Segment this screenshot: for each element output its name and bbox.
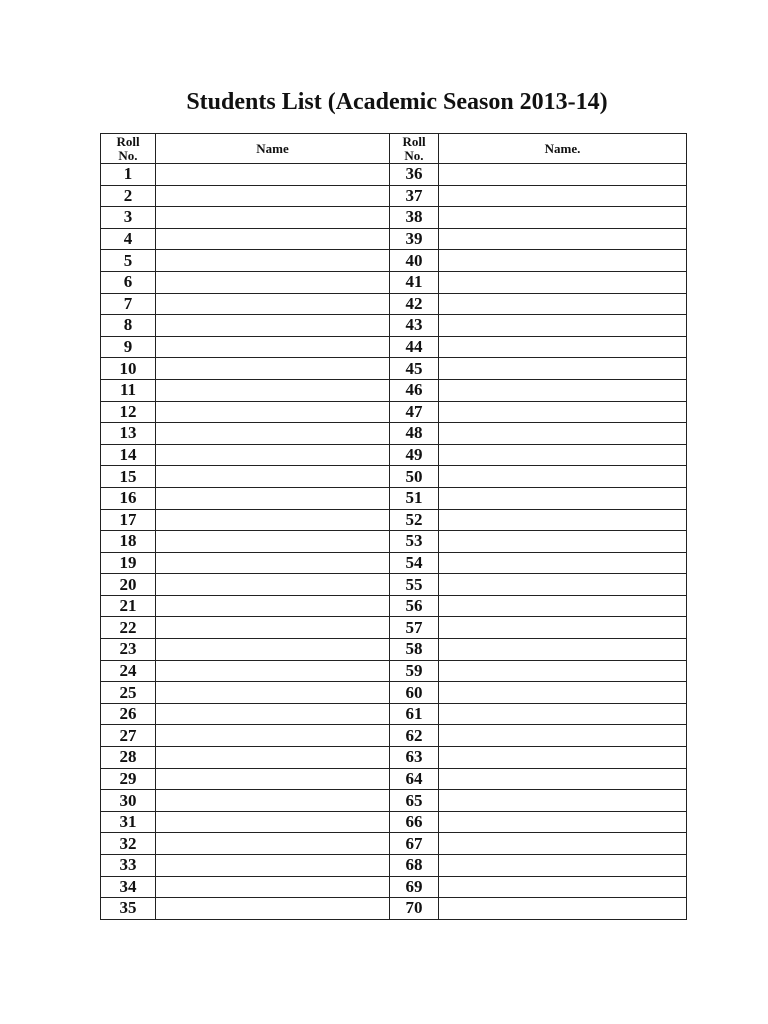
roll-number-left: 29 xyxy=(101,768,156,790)
name-cell-left[interactable] xyxy=(156,574,390,596)
name-header-left: Name xyxy=(156,134,390,164)
roll-number-left: 25 xyxy=(101,682,156,704)
name-cell-left[interactable] xyxy=(156,855,390,877)
roll-number-right: 61 xyxy=(390,703,439,725)
name-cell-right[interactable] xyxy=(439,811,687,833)
roll-number-right: 70 xyxy=(390,898,439,920)
roll-number-right: 42 xyxy=(390,293,439,315)
table-row xyxy=(101,876,687,898)
roll-number-left: 12 xyxy=(101,401,156,423)
roll-number-right: 53 xyxy=(390,531,439,553)
name-cell-left[interactable] xyxy=(156,228,390,250)
roll-no-header-right xyxy=(390,134,439,164)
name-cell-left[interactable] xyxy=(156,444,390,466)
name-cell-right[interactable] xyxy=(439,293,687,315)
roll-number-right: 38 xyxy=(390,207,439,229)
name-cell-left[interactable] xyxy=(156,811,390,833)
name-cell-right[interactable] xyxy=(439,660,687,682)
roll-number-left: 24 xyxy=(101,660,156,682)
roll-number-left: 32 xyxy=(101,833,156,855)
roll-number-left: 28 xyxy=(101,747,156,769)
roll-header-line2: No. xyxy=(118,147,138,163)
roll-number-left: 13 xyxy=(101,423,156,445)
roll-number-right: 56 xyxy=(390,595,439,617)
roll-number-right: 58 xyxy=(390,639,439,661)
name-cell-right[interactable] xyxy=(439,855,687,877)
roll-number-left: 33 xyxy=(101,855,156,877)
name-cell-right[interactable] xyxy=(439,207,687,229)
name-cell-left[interactable] xyxy=(156,379,390,401)
name-cell-left[interactable] xyxy=(156,725,390,747)
roll-number-right: 59 xyxy=(390,660,439,682)
table-row xyxy=(101,660,687,682)
roll-number-left: 15 xyxy=(101,466,156,488)
table-row xyxy=(101,855,687,877)
table-row xyxy=(101,531,687,553)
name-cell-right[interactable] xyxy=(439,768,687,790)
name-cell-left[interactable] xyxy=(156,531,390,553)
roll-number-left: 26 xyxy=(101,703,156,725)
roll-number-right: 54 xyxy=(390,552,439,574)
name-cell-right[interactable] xyxy=(439,271,687,293)
roll-number-right: 45 xyxy=(390,358,439,380)
name-cell-left[interactable] xyxy=(156,185,390,207)
roll-number-left: 17 xyxy=(101,509,156,531)
table-row xyxy=(101,336,687,358)
roll-number-left: 1 xyxy=(101,164,156,186)
roll-number-right: 66 xyxy=(390,811,439,833)
name-cell-right[interactable] xyxy=(439,639,687,661)
name-cell-left[interactable] xyxy=(156,466,390,488)
name-cell-left[interactable] xyxy=(156,423,390,445)
name-cell-right[interactable] xyxy=(439,898,687,920)
roll-number-left: 35 xyxy=(101,898,156,920)
table-row xyxy=(101,379,687,401)
table-row xyxy=(101,617,687,639)
name-cell-left[interactable] xyxy=(156,639,390,661)
table-row xyxy=(101,207,687,229)
roll-number-left: 31 xyxy=(101,811,156,833)
roll-number-right: 40 xyxy=(390,250,439,272)
roll-no-header-left xyxy=(101,134,156,164)
roll-number-left: 7 xyxy=(101,293,156,315)
roll-number-right: 67 xyxy=(390,833,439,855)
page-title: Students List (Academic Season 2013-14) xyxy=(186,89,608,115)
roll-number-left: 21 xyxy=(101,595,156,617)
table-row xyxy=(101,358,687,380)
roll-number-right: 41 xyxy=(390,271,439,293)
roll-number-left: 6 xyxy=(101,271,156,293)
name-cell-right[interactable] xyxy=(439,747,687,769)
roll-header-line1: Roll xyxy=(116,133,140,149)
name-cell-right[interactable] xyxy=(439,552,687,574)
roll-number-right: 51 xyxy=(390,487,439,509)
roll-number-left: 20 xyxy=(101,574,156,596)
table-row xyxy=(101,185,687,207)
table-row xyxy=(101,811,687,833)
name-cell-right[interactable] xyxy=(439,703,687,725)
roll-number-left: 27 xyxy=(101,725,156,747)
roll-number-right: 60 xyxy=(390,682,439,704)
roll-number-right: 57 xyxy=(390,617,439,639)
name-cell-left[interactable] xyxy=(156,595,390,617)
roll-number-left: 22 xyxy=(101,617,156,639)
table-row xyxy=(101,315,687,337)
name-cell-left[interactable] xyxy=(156,250,390,272)
roll-number-right: 64 xyxy=(390,768,439,790)
table-body xyxy=(101,164,687,920)
name-cell-left[interactable] xyxy=(156,164,390,186)
name-cell-right[interactable] xyxy=(439,725,687,747)
name-cell-right[interactable] xyxy=(439,487,687,509)
roll-number-left: 34 xyxy=(101,876,156,898)
name-cell-right[interactable] xyxy=(439,336,687,358)
table-row xyxy=(101,768,687,790)
roll-number-left: 14 xyxy=(101,444,156,466)
roll-number-left: 30 xyxy=(101,790,156,812)
roll-number-right: 50 xyxy=(390,466,439,488)
table-row xyxy=(101,790,687,812)
table-row xyxy=(101,423,687,445)
name-cell-left[interactable] xyxy=(156,315,390,337)
roll-number-right: 68 xyxy=(390,855,439,877)
roll-number-right: 43 xyxy=(390,315,439,337)
roll-number-right: 44 xyxy=(390,336,439,358)
name-cell-left[interactable] xyxy=(156,293,390,315)
name-cell-right[interactable] xyxy=(439,228,687,250)
name-cell-left[interactable] xyxy=(156,898,390,920)
table-header-row xyxy=(101,134,687,164)
roll-number-right: 69 xyxy=(390,876,439,898)
name-cell-left[interactable] xyxy=(156,487,390,509)
name-cell-right[interactable] xyxy=(439,315,687,337)
roll-number-right: 48 xyxy=(390,423,439,445)
roll-number-left: 8 xyxy=(101,315,156,337)
name-cell-right[interactable] xyxy=(439,401,687,423)
name-cell-left[interactable] xyxy=(156,207,390,229)
table-row xyxy=(101,509,687,531)
roll-number-right: 52 xyxy=(390,509,439,531)
name-cell-left[interactable] xyxy=(156,552,390,574)
roll-number-left: 23 xyxy=(101,639,156,661)
name-cell-right[interactable] xyxy=(439,833,687,855)
name-cell-right[interactable] xyxy=(439,358,687,380)
name-cell-right[interactable] xyxy=(439,444,687,466)
roll-number-left: 2 xyxy=(101,185,156,207)
roll-number-left: 9 xyxy=(101,336,156,358)
roll-number-right: 46 xyxy=(390,379,439,401)
table-row xyxy=(101,703,687,725)
roll-header-line1: Roll xyxy=(402,133,426,149)
roll-number-right: 37 xyxy=(390,185,439,207)
table-row xyxy=(101,401,687,423)
table-row xyxy=(101,725,687,747)
table-row xyxy=(101,682,687,704)
name-cell-left[interactable] xyxy=(156,876,390,898)
table-row xyxy=(101,898,687,920)
name-cell-right[interactable] xyxy=(439,250,687,272)
name-cell-left[interactable] xyxy=(156,682,390,704)
name-cell-right[interactable] xyxy=(439,876,687,898)
name-cell-left[interactable] xyxy=(156,401,390,423)
name-cell-right[interactable] xyxy=(439,682,687,704)
table-row xyxy=(101,552,687,574)
name-cell-right[interactable] xyxy=(439,509,687,531)
roll-number-left: 10 xyxy=(101,358,156,380)
name-cell-left[interactable] xyxy=(156,768,390,790)
name-cell-left[interactable] xyxy=(156,660,390,682)
roll-number-left: 19 xyxy=(101,552,156,574)
roll-number-right: 62 xyxy=(390,725,439,747)
roll-header-line2: No. xyxy=(404,147,424,163)
name-cell-right[interactable] xyxy=(439,466,687,488)
roll-number-left: 4 xyxy=(101,228,156,250)
table-row xyxy=(101,293,687,315)
roll-number-left: 3 xyxy=(101,207,156,229)
roll-number-right: 36 xyxy=(390,164,439,186)
roll-number-right: 49 xyxy=(390,444,439,466)
name-cell-right[interactable] xyxy=(439,531,687,553)
name-cell-left[interactable] xyxy=(156,747,390,769)
table-row xyxy=(101,639,687,661)
roll-number-right: 39 xyxy=(390,228,439,250)
roll-number-right: 65 xyxy=(390,790,439,812)
roll-number-left: 5 xyxy=(101,250,156,272)
name-cell-right[interactable] xyxy=(439,164,687,186)
name-cell-right[interactable] xyxy=(439,595,687,617)
table-row xyxy=(101,833,687,855)
table-row xyxy=(101,595,687,617)
name-cell-left[interactable] xyxy=(156,509,390,531)
students-table xyxy=(100,133,687,920)
roll-number-right: 63 xyxy=(390,747,439,769)
roll-number-left: 16 xyxy=(101,487,156,509)
name-cell-right[interactable] xyxy=(439,423,687,445)
name-cell-left[interactable] xyxy=(156,833,390,855)
name-cell-left[interactable] xyxy=(156,336,390,358)
table-row xyxy=(101,164,687,186)
name-cell-right[interactable] xyxy=(439,790,687,812)
name-cell-right[interactable] xyxy=(439,379,687,401)
table-row xyxy=(101,747,687,769)
roll-number-right: 55 xyxy=(390,574,439,596)
table-row xyxy=(101,250,687,272)
name-cell-right[interactable] xyxy=(439,574,687,596)
name-cell-right[interactable] xyxy=(439,617,687,639)
name-cell-left[interactable] xyxy=(156,617,390,639)
table-row xyxy=(101,466,687,488)
name-cell-left[interactable] xyxy=(156,358,390,380)
roll-number-right: 47 xyxy=(390,401,439,423)
table-row xyxy=(101,271,687,293)
name-cell-left[interactable] xyxy=(156,271,390,293)
roll-number-left: 18 xyxy=(101,531,156,553)
name-cell-left[interactable] xyxy=(156,703,390,725)
name-cell-right[interactable] xyxy=(439,185,687,207)
name-header-right: Name. xyxy=(439,134,687,164)
table-row xyxy=(101,574,687,596)
table-row xyxy=(101,444,687,466)
table-row xyxy=(101,487,687,509)
roll-number-left: 11 xyxy=(101,379,156,401)
table-row xyxy=(101,228,687,250)
name-cell-left[interactable] xyxy=(156,790,390,812)
